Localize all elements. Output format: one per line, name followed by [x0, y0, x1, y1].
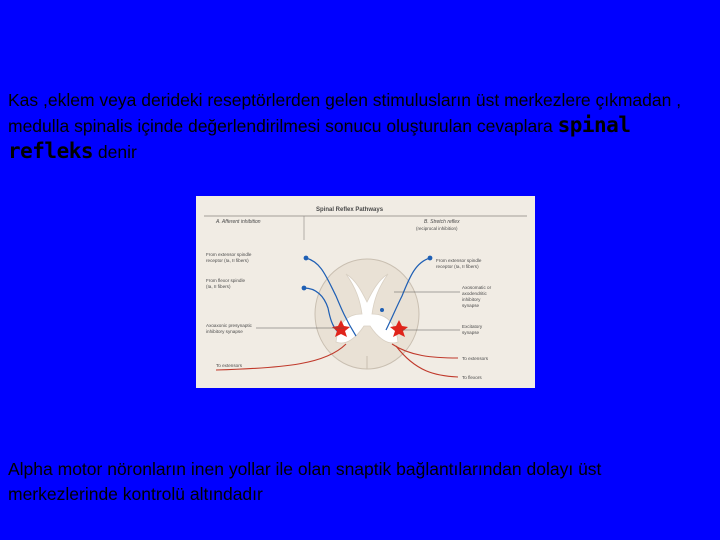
label-right-3: axodendritic — [462, 291, 487, 296]
figure-title: Spinal Reflex Pathways — [316, 207, 384, 213]
label-right-2: Axosomatic or — [462, 285, 492, 290]
alpha-motor-paragraph: Alpha motor nöronların inen yollar ile olan snaptik bağlantılarından dolayı üst merkezlerinde kontrolü altındadır — [8, 459, 602, 504]
label-left-6: To extensors — [216, 363, 243, 368]
spinal-reflex-figure — [196, 196, 535, 388]
label-left-4: Axoaxonic presynaptic — [206, 323, 252, 328]
label-right-6: Excitatory — [462, 324, 483, 329]
label-right-0: From extensor spindle — [436, 258, 482, 263]
label-right-7: synapse — [462, 330, 480, 335]
label-left-0: From extensor spindle — [206, 252, 252, 257]
label-right-1: receptor (Ia, II fibers) — [436, 264, 479, 269]
label-left-2: From flexor spindle — [206, 278, 246, 283]
intro-text: Kas ,eklem veya derideki reseptörlerden gelen stimulusların üst merkezlere çıkmadan , medulla spinalis içinde değerlendirilmesi sonucu oluşturulan cevaplara — [8, 90, 682, 136]
spinal-refleks-term: spinal refleks — [8, 113, 631, 163]
label-right-9: To flexors — [462, 375, 482, 380]
label-right-8: To extensors — [462, 356, 489, 361]
panel-a-title: A. Afferent inhibition — [216, 219, 261, 225]
left-labels — [206, 252, 253, 368]
label-left-1: receptor (Ia, II fibers) — [206, 258, 249, 263]
intro-paragraph — [8, 88, 708, 165]
receptor-dot-b1 — [428, 256, 433, 261]
panel-b-subtitle: (reciprocal inhibition) — [416, 226, 458, 231]
intro-text-end: denir — [93, 142, 137, 162]
inhibitory-interneuron — [380, 308, 384, 312]
spinal-reflex-diagram — [196, 196, 535, 388]
label-left-5: inhibitory synapse — [206, 329, 243, 334]
label-right-5: synapse — [462, 303, 480, 308]
receptor-dot-a1 — [304, 256, 309, 261]
label-right-4: inhibitory — [462, 297, 481, 302]
receptor-dot-a2 — [302, 286, 307, 291]
panel-b-title: B. Stretch reflex — [424, 219, 460, 225]
label-left-3: (Ia, II fibers) — [206, 284, 231, 289]
right-labels — [436, 258, 492, 380]
